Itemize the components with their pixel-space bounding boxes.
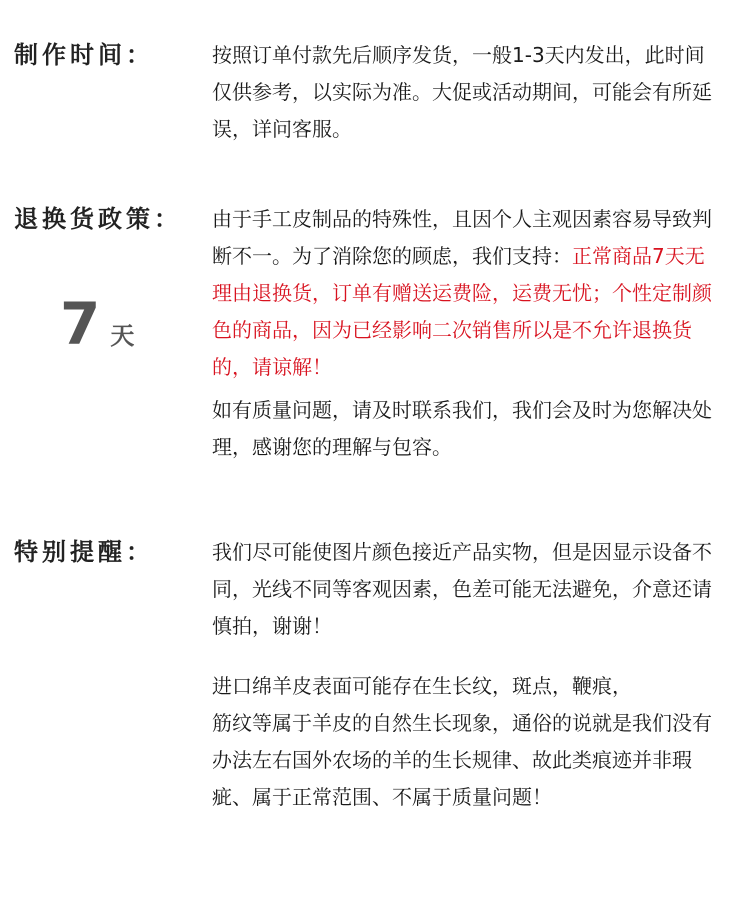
- color-notice-text-block: [212, 534, 716, 645]
- seven-day-badge: [60, 292, 134, 356]
- badge-unit: 天: [110, 322, 135, 350]
- production-time-text: 按照订单付款先后顺序发货，一般1-3天内发出，此时间仅供参考，以实际为准。大促或活动期间，可能会有所延误，详问客服。: [212, 43, 712, 141]
- quality-issue-text-block: [212, 392, 716, 466]
- return-policy-text-block: [212, 201, 716, 386]
- leather-notice-line1: 进口绵羊皮表面可能存在生长纹，斑点，鞭痕，: [212, 674, 632, 698]
- leather-notice-text-block: [212, 668, 716, 816]
- color-notice-paragraph: 我们尽可能使图片颜色接近产品实物，但是因显示设备不同，光线不同等客观因素，色差可能无法避免，介意还请慎拍，谢谢！: [212, 540, 712, 638]
- return-policy-paragraph: [212, 201, 716, 386]
- production-time-text-block: [212, 37, 716, 148]
- special-reminder-label: 特别提醒：: [14, 538, 154, 566]
- return-policy-highlight: 正常商品7天无理由退换货，订单有赠送运费险，运费无忧；个性定制颜色的商品，因为已经影响二次销售所以是不允许退换货的，请谅解！: [212, 244, 712, 379]
- badge-number: 7: [60, 290, 101, 358]
- quality-issue-paragraph: 如有质量问题，请及时联系我们，我们会及时为您解决处理，感谢您的理解与包容。: [212, 398, 712, 459]
- production-time-label: 制作时间：: [14, 41, 154, 69]
- leather-notice-rest: 筋纹等属于羊皮的自然生长现象，通俗的说就是我们没有办法左右国外农场的羊的生长规律、故此类痕迹并非瑕疵、属于正常范围、不属于质量问题！: [212, 711, 712, 809]
- return-policy-label: 退换货政策：: [14, 205, 182, 233]
- return-policy-intro: 由于手工皮制品的特殊性，且因个人主观因素容易导致判断不一。为了消除您的顾虑，我们支持：: [212, 207, 712, 268]
